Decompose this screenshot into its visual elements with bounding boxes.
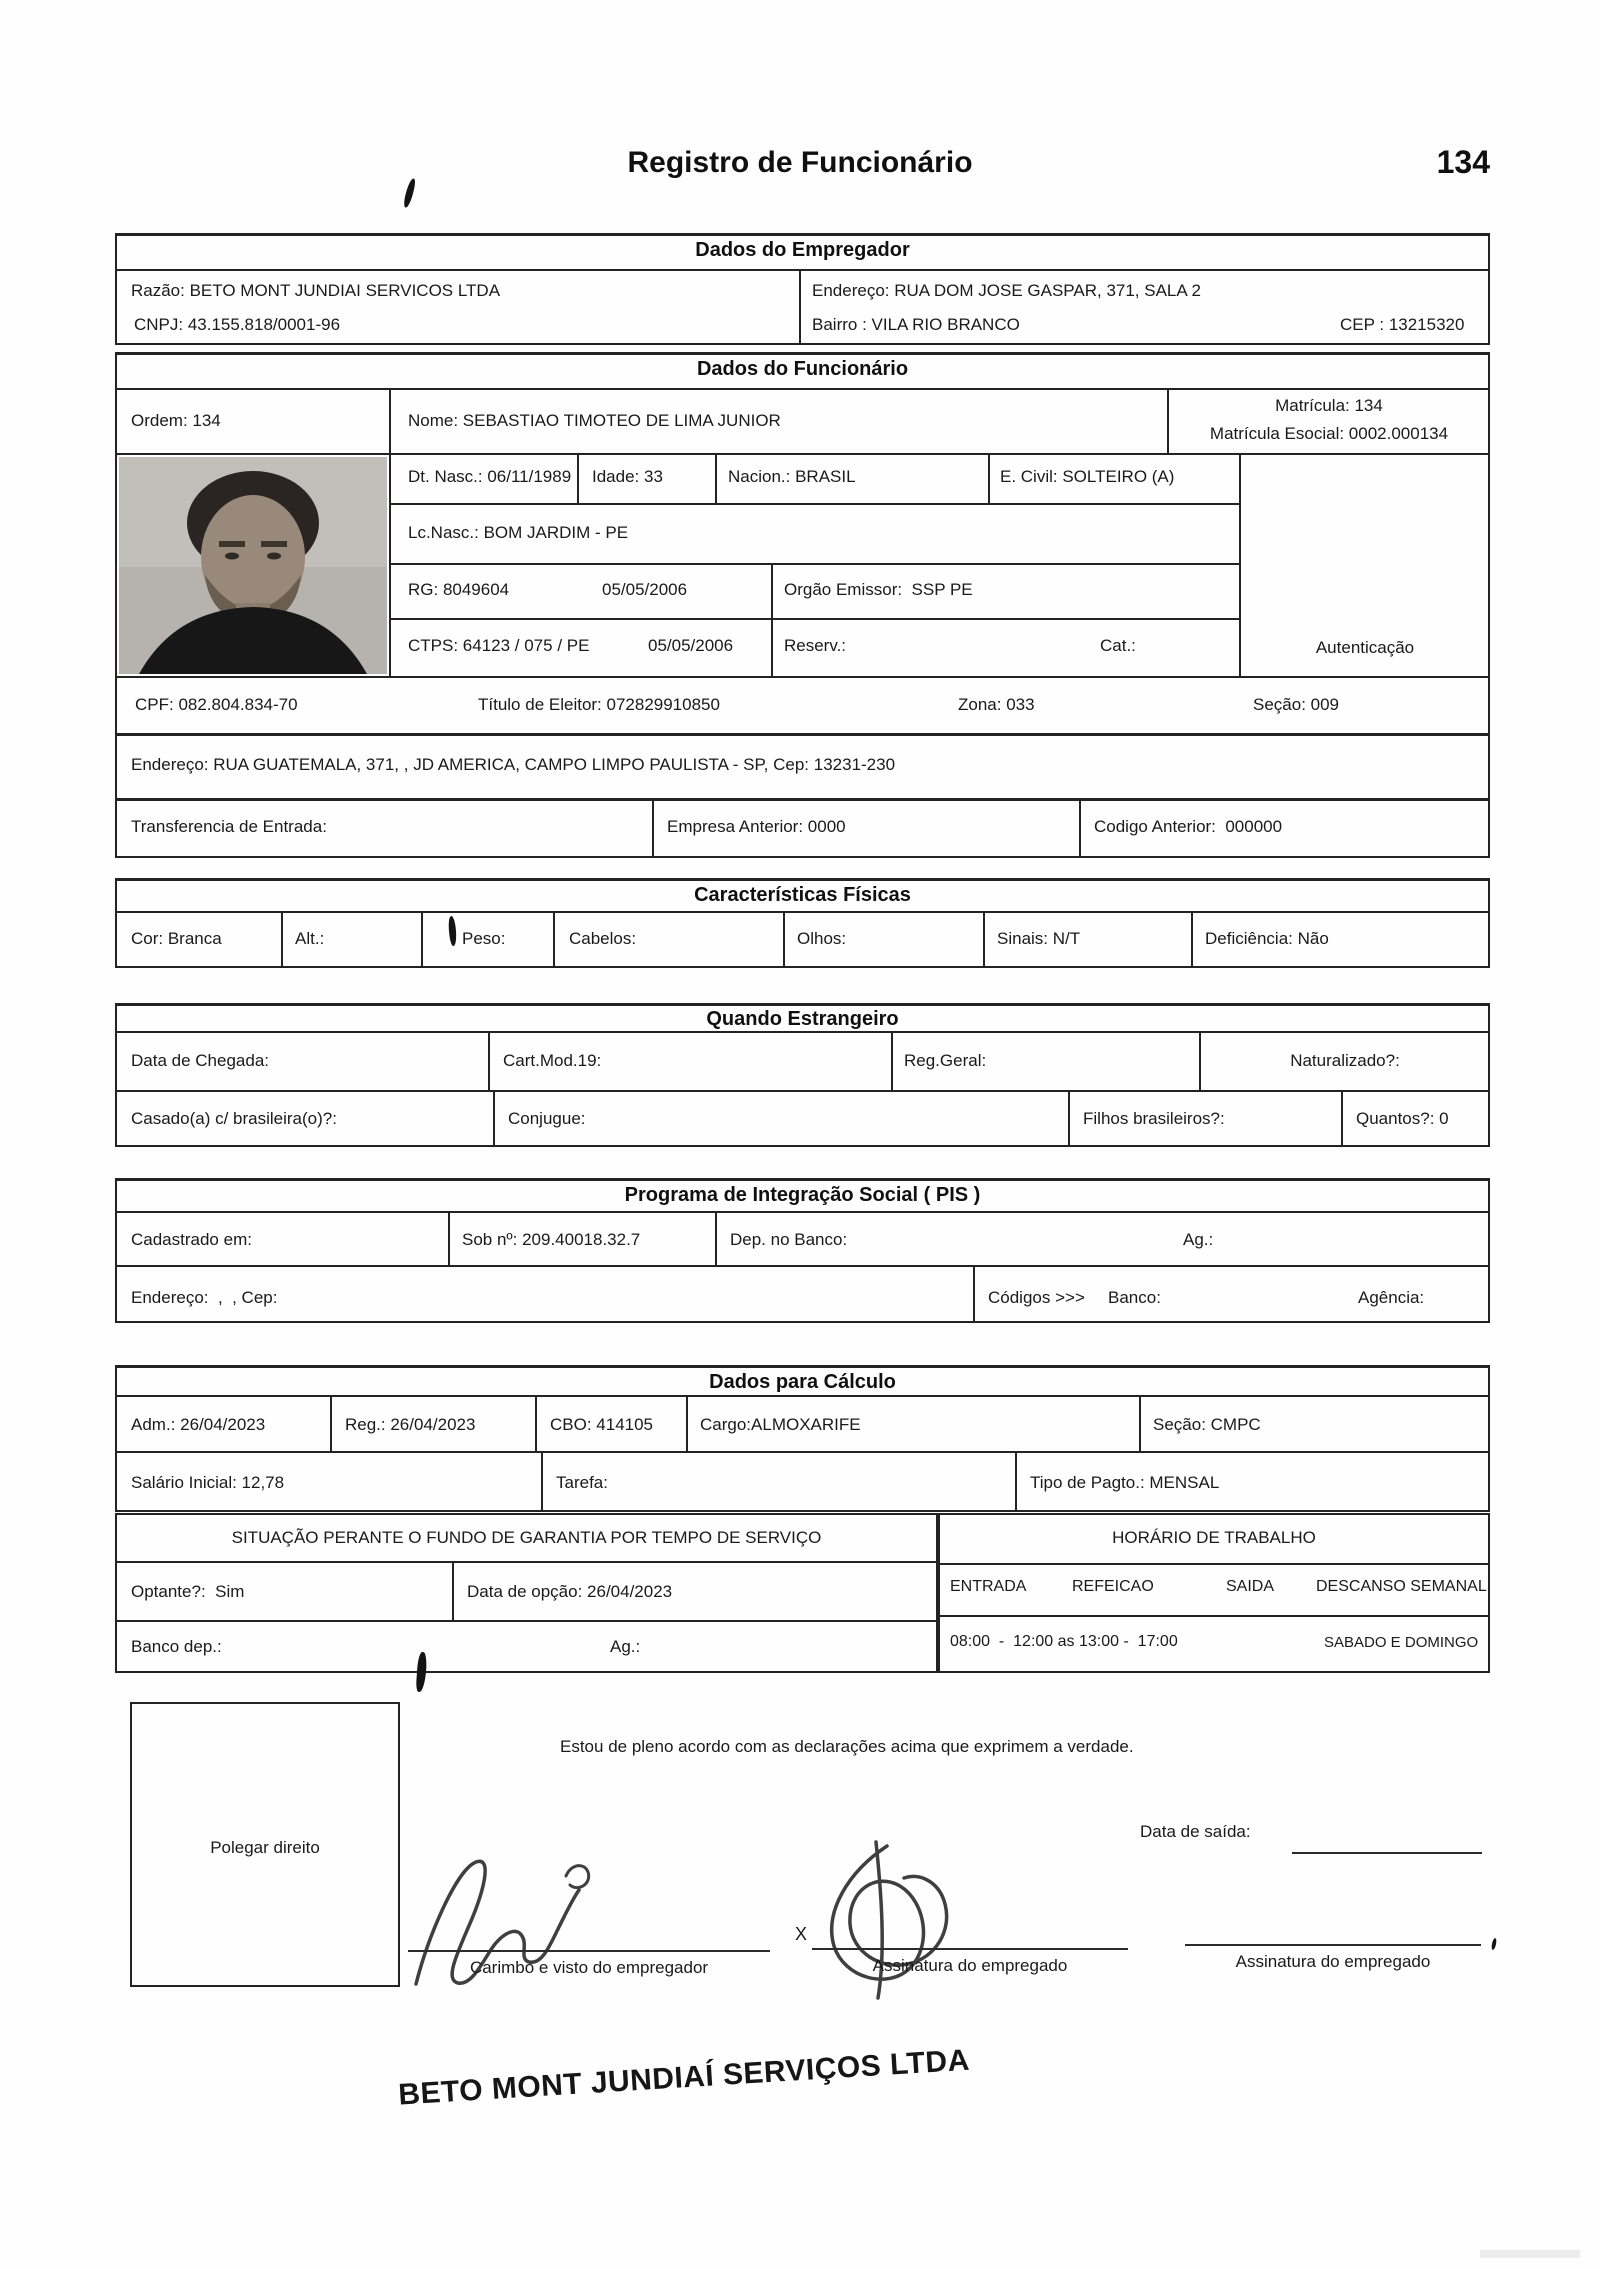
divider: [686, 1397, 688, 1451]
divider: [390, 503, 1240, 505]
data-saida-line: [1292, 1852, 1482, 1854]
fgts-banco-dep: Banco dep.:: [131, 1637, 222, 1656]
divider: [1167, 388, 1169, 455]
funcionario-titulo-eleitor: Título de Eleitor: 072829910850: [478, 695, 720, 714]
calculo-adm: Adm.: 26/04/2023: [131, 1415, 266, 1434]
x-mark: X: [795, 1924, 808, 1944]
divider: [421, 913, 423, 966]
estrangeiro-header: Quando Estrangeiro: [706, 1008, 899, 1030]
caracteristicas-cabelos: Cabelos:: [569, 929, 637, 948]
funcionario-ordem: Ordem: 134: [131, 411, 221, 430]
funcionario-empresa-anterior: Empresa Anterior: 0000: [667, 817, 846, 836]
pis-dep-banco: Dep. no Banco:: [730, 1230, 848, 1249]
funcionario-nome: Nome: SEBASTIAO TIMOTEO DE LIMA JUNIOR: [408, 411, 781, 430]
funcionario-cat: Cat.:: [1100, 636, 1136, 655]
company-stamp: BETO MONT JUNDIAÍ SERVIÇOS LTDA: [397, 2043, 971, 2112]
assinatura-label-2: Assinatura do empregado: [1235, 1952, 1431, 1971]
declaracao-text: Estou de pleno acordo com as declarações acima que exprimem a verdade.: [560, 1737, 1134, 1756]
divider: [1139, 1397, 1141, 1451]
pis-codigos: Códigos >>>: [988, 1288, 1085, 1307]
divider: [1015, 1453, 1017, 1510]
funcionario-dt-nasc: Dt. Nasc.: 06/11/1989: [408, 467, 572, 486]
divider: [115, 798, 1490, 801]
funcionario-nacion: Nacion.: BRASIL: [728, 467, 856, 486]
pis-ag: Ag.:: [1183, 1230, 1214, 1249]
divider: [541, 1453, 543, 1510]
funcionario-ctps-data: 05/05/2006: [648, 636, 734, 655]
calculo-tipo-pagto: Tipo de Pagto.: MENSAL: [1030, 1473, 1220, 1492]
pis-banco: Banco:: [1108, 1288, 1161, 1307]
divider: [1079, 798, 1081, 856]
caracteristicas-peso: Peso:: [462, 929, 506, 948]
fgts-ag: Ag.:: [610, 1637, 641, 1656]
divider: [535, 1397, 537, 1451]
caracteristicas-alt: Alt.:: [295, 929, 325, 948]
calculo-cbo: CBO: 414105: [550, 1415, 654, 1434]
divider: [783, 913, 785, 966]
pis-agencia: Agência:: [1358, 1288, 1425, 1307]
divider: [115, 388, 1490, 390]
horario-col-entrada: ENTRADA: [950, 1578, 1027, 1595]
divider: [115, 1265, 1490, 1267]
funcionario-matricula: Matrícula: 134: [1275, 396, 1383, 415]
divider: [715, 1213, 717, 1265]
ink-mark: [1491, 1938, 1497, 1951]
horario-col-descanso: DESCANSO SEMANAL: [1316, 1578, 1487, 1595]
assinatura-label-1: Assinatura do empregado: [872, 1956, 1068, 1975]
calculo-cargo: Cargo:ALMOXARIFE: [700, 1415, 861, 1434]
funcionario-autenticacao: Autenticação: [1315, 638, 1415, 657]
funcionario-orgao-emissor: Orgão Emissor: SSP PE: [784, 580, 973, 599]
divider: [389, 388, 391, 678]
divider: [452, 1563, 454, 1620]
divider: [115, 1620, 938, 1622]
estrangeiro-conjugue: Conjugue:: [508, 1109, 586, 1128]
divider: [115, 676, 1490, 678]
funcionario-rg: RG: 8049604: [408, 580, 510, 599]
divider: [115, 733, 1490, 736]
assinatura-line-1: [812, 1948, 1128, 1950]
funcionario-secao: Seção: 009: [1253, 695, 1340, 714]
caracteristicas-cor: Cor: Branca: [131, 929, 222, 948]
ink-mark: [402, 178, 416, 209]
funcionario-rg-data: 05/05/2006: [602, 580, 688, 599]
funcionario-zona: Zona: 033: [958, 695, 1035, 714]
funcionario-matricula-esocial: Matrícula Esocial: 0002.000134: [1209, 424, 1449, 443]
divider: [1191, 913, 1193, 966]
carimbo-label: Carimbo e visto do empregador: [469, 1958, 709, 1977]
fgts-data-opcao: Data de opção: 26/04/2023: [467, 1582, 673, 1601]
calculo-tarefa: Tarefa:: [556, 1473, 608, 1492]
funcionario-e-civil: E. Civil: SOLTEIRO (A): [1000, 467, 1175, 486]
funcionario-transferencia: Transferencia de Entrada:: [131, 817, 327, 836]
divider: [115, 1395, 1490, 1397]
funcionario-header: Dados do Funcionário: [696, 358, 909, 380]
divider: [448, 1213, 450, 1265]
fgts-header: SITUAÇÃO PERANTE O FUNDO DE GARANTIA POR TEMPO DE SERVIÇO: [231, 1528, 822, 1547]
funcionario-ctps: CTPS: 64123 / 075 / PE: [408, 636, 590, 655]
calculo-salario: Salário Inicial: 12,78: [131, 1473, 285, 1492]
caracteristicas-sinais: Sinais: N/T: [997, 929, 1081, 948]
estrangeiro-cart-mod: Cart.Mod.19:: [503, 1051, 602, 1070]
empregador-bairro: Bairro : VILA RIO BRANCO: [812, 315, 1020, 334]
pis-sob-no: Sob nº: 209.40018.32.7: [462, 1230, 641, 1249]
empregador-cnpj: CNPJ: 43.155.818/0001-96: [134, 315, 341, 334]
divider: [891, 1033, 893, 1090]
divider: [488, 1033, 490, 1090]
pis-header: Programa de Integração Social ( PIS ): [624, 1184, 981, 1206]
calculo-header: Dados para Cálculo: [709, 1371, 896, 1393]
divider: [115, 1090, 1490, 1092]
divider: [799, 271, 801, 343]
divider: [938, 1563, 1490, 1565]
empregador-cep: CEP : 13215320: [1340, 315, 1465, 334]
scan-smudge: [1480, 2250, 1580, 2258]
divider: [115, 1031, 1490, 1033]
divider: [1341, 1092, 1343, 1145]
divider: [493, 1092, 495, 1145]
horario-header: HORÁRIO DE TRABALHO: [1112, 1528, 1316, 1547]
caracteristicas-deficiencia: Deficiência: Não: [1205, 929, 1329, 948]
pis-cadastrado: Cadastrado em:: [131, 1230, 252, 1249]
estrangeiro-data-chegada: Data de Chegada:: [131, 1051, 269, 1070]
divider: [973, 1267, 975, 1321]
funcionario-lc-nasc: Lc.Nasc.: BOM JARDIM - PE: [408, 523, 629, 542]
divider: [330, 1397, 332, 1451]
funcionario-codigo-anterior: Codigo Anterior: 000000: [1094, 817, 1283, 836]
divider: [115, 1211, 1490, 1213]
estrangeiro-reg-geral: Reg.Geral:: [904, 1051, 987, 1070]
divider: [577, 453, 579, 505]
estrangeiro-naturalizado: Naturalizado?:: [1290, 1051, 1400, 1070]
divider: [115, 911, 1490, 913]
employee-photo: [119, 457, 387, 674]
pis-endereco: Endereço: , , Cep:: [131, 1288, 278, 1307]
divider: [281, 913, 283, 966]
divider: [390, 563, 1240, 565]
horario-horas: 08:00 - 12:00 as 13:00 - 17:00: [950, 1633, 1178, 1650]
divider: [938, 1615, 1490, 1617]
divider: [988, 453, 990, 505]
empregador-endereco: Endereço: RUA DOM JOSE GASPAR, 371, SALA 2: [812, 281, 1201, 300]
horario-col-refeicao: REFEICAO: [1072, 1578, 1154, 1595]
divider: [115, 1451, 1490, 1453]
fgts-optante: Optante?: Sim: [131, 1582, 245, 1601]
divider: [1068, 1092, 1070, 1145]
estrangeiro-casado: Casado(a) c/ brasileira(o)?:: [131, 1109, 337, 1128]
caracteristicas-olhos: Olhos:: [797, 929, 847, 948]
calculo-secao: Seção: CMPC: [1153, 1415, 1261, 1434]
estrangeiro-filhos: Filhos brasileiros?:: [1083, 1109, 1225, 1128]
carimbo-line: [408, 1950, 770, 1952]
funcionario-idade: Idade: 33: [592, 467, 663, 486]
page-title: Registro de Funcionário: [627, 146, 973, 179]
data-saida-label: Data de saída:: [1140, 1822, 1251, 1841]
polegar-label: Polegar direito: [210, 1838, 320, 1857]
divider: [115, 269, 1490, 271]
caracteristicas-header: Características Físicas: [694, 884, 911, 906]
divider: [115, 1561, 938, 1563]
estrangeiro-quantos: Quantos?: 0: [1356, 1109, 1449, 1128]
funcionario-cpf: CPF: 082.804.834-70: [135, 695, 298, 714]
empregador-razao: Razão: BETO MONT JUNDIAI SERVICOS LTDA: [131, 281, 501, 300]
horario-descanso-valor: SABADO E DOMINGO: [1324, 1634, 1479, 1651]
page-number: 134: [1436, 144, 1490, 180]
divider: [553, 913, 555, 966]
divider: [983, 913, 985, 966]
assinatura-line-2: [1185, 1944, 1481, 1946]
calculo-reg: Reg.: 26/04/2023: [345, 1415, 476, 1434]
empregador-header: Dados do Empregador: [695, 239, 910, 261]
funcionario-endereco: Endereço: RUA GUATEMALA, 371, , JD AMERICA, CAMPO LIMPO PAULISTA - SP, Cep: 13231-230: [131, 755, 896, 774]
divider: [715, 453, 717, 505]
employee-signature: [782, 1838, 997, 2003]
funcionario-reserv: Reserv.:: [784, 636, 847, 655]
divider: [771, 563, 773, 678]
divider: [390, 618, 1240, 620]
divider: [652, 798, 654, 856]
horario-col-saida: SAIDA: [1226, 1578, 1275, 1595]
divider: [115, 453, 1490, 455]
